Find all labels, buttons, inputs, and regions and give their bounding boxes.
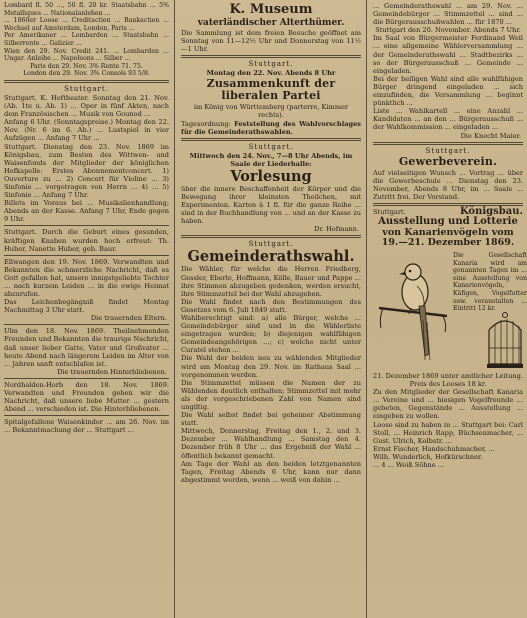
theatre-notice: Anfang 6 Uhr. (Sonntagspreise.) Montag den 22. Nov. (Nr. 6 im 6. Ab.) ... Lustspiel in vier Aufzügen ... Anfang 7 Uhr ... xyxy=(4,118,169,143)
divider xyxy=(181,55,361,58)
lecture-signature: Dr. Hofmann. xyxy=(314,225,359,234)
death-notice: Ulm den 18. Nov. 1869. Theilnehmenden Freunden und Bekannten die traurige Nachricht, daß unser lieber Gatte, Vater und Großvater ... heute Abend nach längerem Leiden im Alter von ... Jahren sanft entschlafen ist. xyxy=(4,327,169,368)
divider xyxy=(4,225,169,226)
divider xyxy=(373,142,523,145)
election-note: ... Gemeinderathswahl ... am 29. Nov. ... Gemeindebürger ... Stimmzettel ... sind ... die Bürgerausschußwahlen ... für 1870 ... xyxy=(373,2,523,27)
canary-illustration xyxy=(373,250,453,370)
meeting-topic: Feststellung des Wahlvorschlages für die Gemeinderathswahlen. xyxy=(181,119,361,136)
exchange-rates: Lombard fl. 50 ..., 50 fl. 20 kr. Staatsbahn ... 5% Metalliques ... Nationalanlehen ... xyxy=(4,2,169,17)
lecture-title: Vorlesung xyxy=(230,167,312,185)
show-description: Die Gesellschaft Kanaria wird am genannten Tagen im ... eine Ausstellung von Kanarienvögeln, Käfigen, Vogelfutter usw. veranstalten ... Eintritt 12 kr. xyxy=(453,251,527,313)
meeting-title: Zusammenkunft der liberalen Partei xyxy=(206,77,336,103)
divider xyxy=(4,80,169,83)
club-text: Auf vielseitigen Wunsch ... Vortrag ... über die Gewerbeschule ... Dienstag den 23. November, Abends 8 Uhr, im ... Saale ... Zutritt frei. Der Vorstand. xyxy=(373,168,523,201)
birdcage-illustration xyxy=(483,310,527,370)
museum-subtitle: vaterländischer Alterthümer. xyxy=(197,18,345,28)
show-place: Stuttgart. xyxy=(373,207,406,216)
meeting-dateline: Montag den 22. Nov. Abends 8 Uhr xyxy=(206,69,336,78)
divider xyxy=(4,255,169,256)
show-title: Ausstellung und Lotterie xyxy=(378,215,518,227)
election-paragraph: Die Wahl der beiden neu zu wählenden Mitglieder wird am Montag den 29. Nov. im Rathaus Saal ... vorgenommen werden. xyxy=(181,354,361,379)
left-column xyxy=(0,0,173,618)
theatre-notice: Stuttgart. K. Hoftheater. Sonntag den 21. Nov. (Ab. 1te u. Ab. 1) ... Oper in fünf Akten, nach dem Französischen ... Musik von Gounod ... xyxy=(4,93,169,119)
section-place: Stuttgart. xyxy=(248,142,294,151)
divider xyxy=(373,203,523,206)
show-date-note: 21. Dezember 1869 unter amtlicher Leitung. xyxy=(373,371,523,380)
middle-column xyxy=(177,0,365,618)
divider xyxy=(4,378,169,379)
meeting-venue: im König von Württemberg (parterre, Kimmer rechts). xyxy=(193,103,349,120)
column-rule xyxy=(366,0,367,618)
museum-title: K. Museum xyxy=(229,2,313,17)
right-column xyxy=(369,0,527,618)
footer-fragment: ... 4 ... Weiß Söhne ... xyxy=(373,461,445,469)
club-title: Gewerbeverein. xyxy=(398,154,498,168)
section-place: Stuttgart. xyxy=(64,84,109,93)
divider xyxy=(4,324,169,325)
election-closing: Mittwoch, Donnerstag, Freitag den 1., 2. und 3. Dezember ... Wahlhandlung ... Samstag den 4. Dezember früh 8 Uhr ... das Ergebniß der Wahl ... öffentlich bekannt gemacht. xyxy=(181,427,361,460)
exchange-rates: ... 1860er Loose ... Creditactien ... Bankactien ... Wechsel auf Amsterdam, London, Paris ... xyxy=(4,17,169,32)
lecture-text: über die innere Beschaffenheit der Körper und die Bewegung ihrer kleinsten Theilchen, mit Experimenten. Karten à 1 fl. für die ganze Reihe ... sind in der Buchhandlung von ... und an der Kasse zu haben. xyxy=(181,184,361,226)
notice: Spitalgefallene Waisenkinder ... am 26. Nov. im ... Bekanntmachung der ... Stuttgart ... xyxy=(4,418,169,435)
show-paragraph: Loose sind zu haben in ... Stuttgart bei: Carl Stoll, ... Heinrich Rapp, Büchsenmacher, ... Gust. Ulrich, Kolbstr. ... xyxy=(373,420,523,445)
meeting-paragraph: Bei der heiligen Wahl sind alle wahlfähigen Bürger dringend eingeladen ... sich einzufinden, die Versammlung ... beginnt pünktlich ... xyxy=(373,74,523,108)
election-paragraph: Die Stimmzettel müssen die Namen der zu Wählenden deutlich enthalten; Stimmzettel mit mehr als der vorgeschriebenen Zahl von Namen sind ungiltig. xyxy=(181,378,361,411)
lecture-dateline: Mittwoch den 24. Nov., 7—8 Uhr Abends, im Saale der Liederhalle: xyxy=(189,151,353,168)
concert-notice: Stuttgart. Dienstag den 23. Nov. 1869 im Königsbau, zum Besten des Wittwen- und Waisenfonds der Mitglieder der königlichen Hofkapelle: Erstes Abonnementconcert. 1) Ouverture zu ... 2) Concert für Violine ... 3) Sinfonie ... vorgetragen von Herrn ... 4) ... 5) Sinfonie ... Anfang 7 Uhr. xyxy=(4,142,169,200)
notice-signature: Die trauernden Eltern. xyxy=(90,314,167,323)
show-paragraph: Zu den Mitglieder der Gesellschaft Kanaria ... Vereine und ... hiesigen Vogelfreunde ... gebeten, Gegenstände ... Ausstellung ... eingeben zu wollen. xyxy=(373,388,523,421)
show-vendor: Wilh. Wunderlich, Hofkürschner. xyxy=(373,452,483,461)
election-closing: Am Tage der Wahl an den beiden letztgenannten Tagen, Freitag Abends 6 Uhr, kann nur dann abgestimmt werden, wenn ... weiß von dahin ... xyxy=(181,459,361,484)
museum-text: Die Sammlung ist dem freien Besuche geöffnet am Sonntag von 11—12½ Uhr und Donnerstag von 11½—1 Uhr. xyxy=(181,29,361,54)
birth-notice: Stuttgart. Durch die Geburt eines gesunden, kräftigen Knaben wurden hoch erfreut: Th. Huber, Nanette Huber, geb. Baur. xyxy=(4,228,169,253)
death-notice: Ellwangen den 19. Nov. 1869. Verwandten und Bekannten die schmerzliche Nachricht, daß es Gott gefallen hat, unsere innigstgeliebte Tochter ... nach kurzem Leiden ... in die ewige Heimat abzurufen. xyxy=(4,257,169,299)
election-paragraph: Die Wähler, für welche die Herren Friedberg, Gessler, Eberle, Hoffmann, Kölle, Bauer und Pappe ... ihre Stimmen abzugeben gedenken, werden ersucht, ihre Stimmzettel bei der Wahl abzugeben. xyxy=(181,265,361,298)
notice-signature: Die trauernden Hinterbliebenen. xyxy=(57,367,167,376)
election-paragraph: Die Wahl findet nach den Bestimmungen des Gesetzes vom 6. Juli 1849 statt. xyxy=(181,297,361,314)
dateline: Stuttgart den 20. November. Abends 7 Uhr. xyxy=(375,26,521,35)
meeting-topic-label: Tagesordnung: xyxy=(181,119,231,128)
section-place: Stuttgart. xyxy=(248,240,294,249)
meeting-paragraph: Liste ... Wahlkartell ... eine Anzahl ... Kandidaten ... an den ... Bürgerausschuß ... der Wahlkommission ... eingeladen ... xyxy=(373,107,523,132)
election-paragraph: Die Wahl selbst findet bei geheimer Abstimmung statt. xyxy=(181,411,361,428)
concert-notice: Billets im Voraus bei ... Musikalienhandlung; Abends an der Kasse. Anfang 7 Uhr, Ende gegen 9 Uhr. xyxy=(4,199,169,224)
election-paragraph: Wahlberechtigt sind: a) alle Bürger, welche ... Gemeindebürger sind und in die Wählerliste eingetragen wurden; b) diejenigen wahlfähigen Gemeindeangehörigen ...; c) welche nicht unter Curatel stehen ... xyxy=(181,313,361,355)
divider xyxy=(181,138,361,141)
section-place: Stuttgart. xyxy=(248,60,294,69)
show-venue: Königsbau. xyxy=(459,205,523,217)
exchange-rates: Wien den 29. Nov. Credit 241. ... Lombarden ... Ungar. Anleihe ... Napoleons ... Silber ... xyxy=(4,47,169,63)
show-vendor: Ernst Fischer, Handschuhmacher, ... xyxy=(373,444,495,453)
london-rate: London den 29. Nov. 3% Consols 93 5/8. xyxy=(23,70,150,78)
election-title: Gemeinderathswahl. xyxy=(187,248,355,266)
column-rule xyxy=(174,0,175,618)
divider xyxy=(4,415,169,416)
meeting-signature: Die Knecht Maier. xyxy=(460,131,521,140)
show-subtitle: von Kanarienvögeln vom 19.—21. Dezember 1869. xyxy=(381,226,515,248)
meeting-paragraph: Im Saal von Bürgermeister Ferdinand Weil ... eine allgemeine Wählerversammlung ... der Gemeinderathswahl ... Stadtbezirks ... so der Bürgerausschuß ... Gemeinde ... eingeladen. xyxy=(373,34,523,75)
paris-rate: Paris den 29. Nov. 3% Rente 71. 75. xyxy=(30,62,143,70)
divider xyxy=(181,235,361,238)
section-place: Stuttgart. xyxy=(425,146,471,155)
death-notice: Nordhalden-Horb den 18. Nov. 1869. Verwandten und Freunden geben wir die Nachricht, daß unsere liebe Mutter ... gestern Abend ... verschieden ist. Die Hinterbliebenen. xyxy=(4,380,169,414)
bird-illustration-block xyxy=(373,250,527,372)
death-notice: Das Leichenbegängniß findet Montag Nachmittag 3 Uhr statt. xyxy=(4,298,169,315)
exchange-rates: Per Amerikaner ... Lombarden ... Staatsbahn ... Silberrente ... Galizier ... xyxy=(4,32,169,47)
lot-price: Preis des Looses 18 kr. xyxy=(409,380,487,389)
